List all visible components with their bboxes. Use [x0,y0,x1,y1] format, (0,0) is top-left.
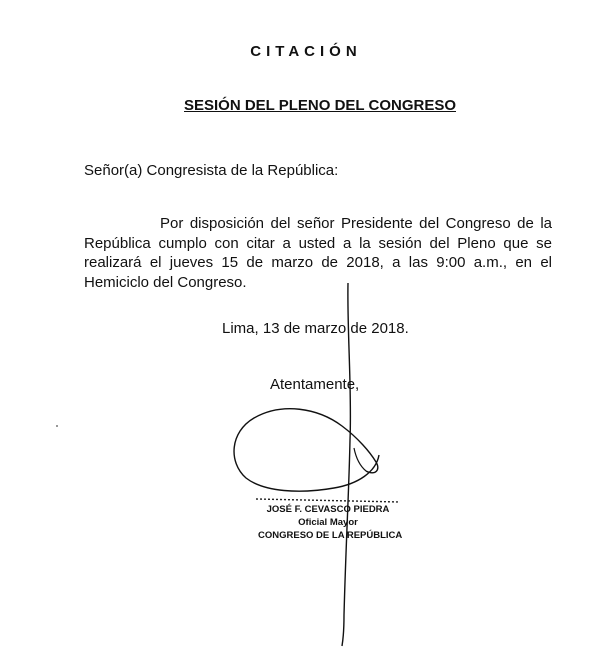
scan-speck [56,425,58,427]
place-date: Lima, 13 de marzo de 2018. [222,320,409,337]
document-subtitle: SESIÓN DEL PLENO DEL CONGRESO [184,97,456,114]
body-text: Por disposición del señor Presidente del Congreso de la República cumplo con citar a usted a la sesión del Pleno que se realizará el jueves 15 de marzo de 2018, a las 9:00 a.m., en el Hemiciclo del Congreso. [84,215,552,291]
signature-stroke-loop [234,409,379,491]
document-title: CITACIÓN [250,43,362,60]
signature-stroke-vertical [342,283,350,646]
signer-institution: CONGRESO DE LA REPÚBLICA [258,530,403,541]
signer-position: Oficial Mayor [298,517,358,528]
closing: Atentamente, [270,376,360,393]
signer-name: JOSÉ F. CEVASCO PIEDRA [266,504,390,515]
body-paragraph [84,214,552,292]
signature-line [256,499,400,502]
signer-block [258,503,403,542]
salutation: Señor(a) Congresista de la República: [84,162,339,179]
signature-stroke-tail [354,448,366,471]
